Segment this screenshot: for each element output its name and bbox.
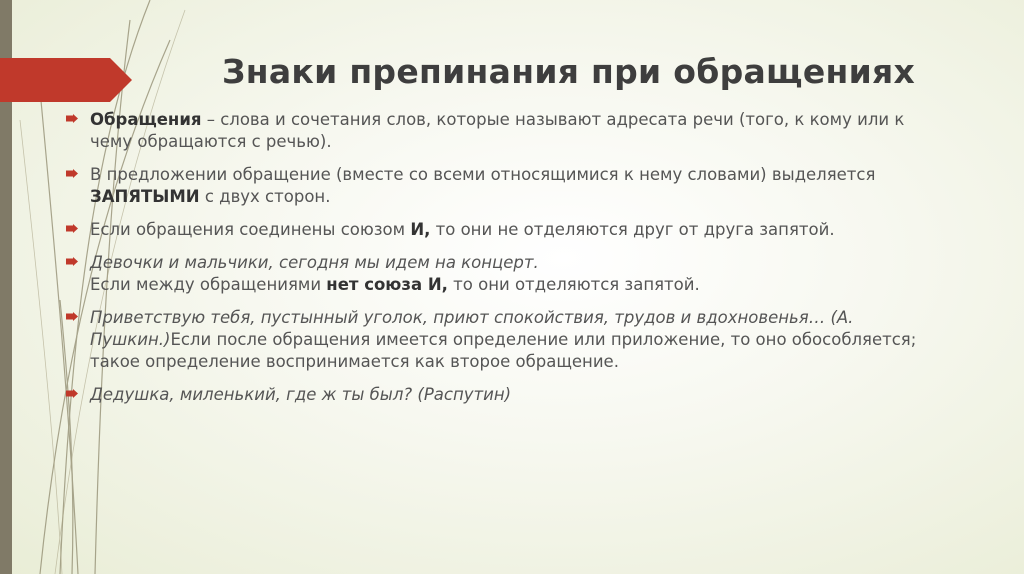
- rule-text: то они не отделяются друг от друга запятой.: [430, 220, 835, 239]
- arrow-bullet-icon: [66, 169, 78, 178]
- arrow-bullet-icon: [66, 114, 78, 123]
- list-item: [66, 219, 946, 241]
- example-text: Девочки и мальчики, сегодня мы идем на концерт.: [90, 253, 539, 272]
- list-item: [66, 307, 946, 373]
- emphasis-text: ЗАПЯТЫМИ: [90, 187, 200, 206]
- example-text: Приветствую тебя, пустынный уголок, приют спокойствия, трудов и вдохновенья… (А. Пушкин.): [90, 308, 854, 349]
- arrow-bullet-icon: [66, 224, 78, 233]
- arrow-bullet-icon: [66, 257, 78, 266]
- title-accent-arrow: [0, 58, 132, 102]
- page-title: Знаки препинания при обращениях: [222, 52, 916, 91]
- list-item: [66, 384, 946, 406]
- list-item: [66, 252, 946, 296]
- rule-text: с двух сторон.: [199, 187, 331, 206]
- arrow-bullet-icon: [66, 312, 78, 321]
- list-item: [66, 109, 946, 153]
- definition-text: – слова и сочетания слов, которые называют адресата речи (того, к кому или к чему обращаются с речью).: [90, 110, 905, 151]
- rule-text: Если обращения соединены союзом: [90, 220, 411, 239]
- list-item: [66, 164, 946, 208]
- arrow-bullet-icon: [66, 389, 78, 398]
- rule-text: Если после обращения имеется определение или приложение, то оно обособляется; такое определение воспринимается как второе обращение.: [90, 330, 917, 371]
- example-text: Дедушка, миленький, где ж ты был? (Распутин): [90, 385, 512, 404]
- rule-text: то они отделяются запятой.: [447, 275, 700, 294]
- rule-text: Если между обращениями: [90, 275, 327, 294]
- term: Обращения: [90, 110, 202, 129]
- rule-text: В предложении обращение (вместе со всеми относящимися к нему словами) выделяется: [90, 165, 876, 184]
- emphasis-text: нет союза И,: [326, 275, 448, 294]
- emphasis-text: И,: [410, 220, 431, 239]
- bullet-list: [66, 109, 946, 417]
